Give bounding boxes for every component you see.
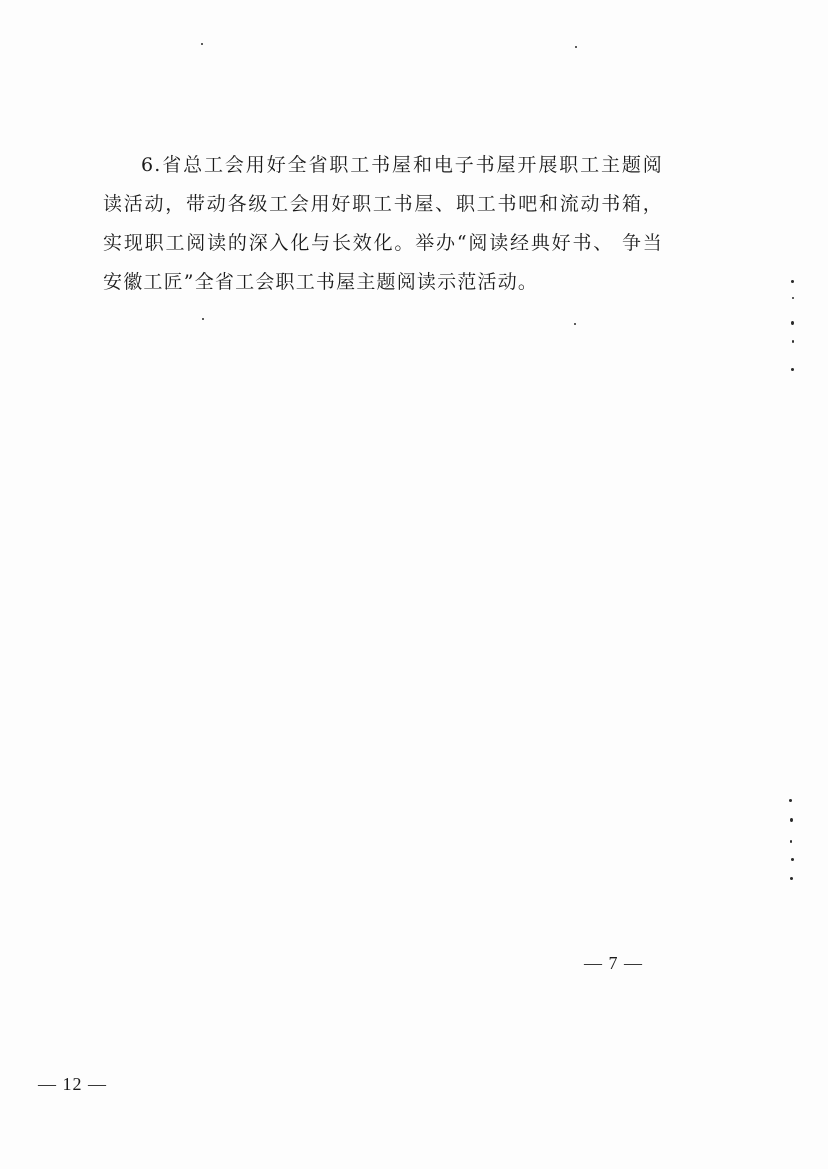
- scan-speck: [791, 321, 794, 325]
- scan-speck: [790, 877, 793, 880]
- scan-speck: [791, 280, 794, 283]
- scan-speck: [792, 340, 794, 343]
- page-number-inner: — 7 —: [584, 953, 643, 973]
- scan-speck: [790, 818, 793, 822]
- page-number-outer: — 12 —: [38, 1074, 107, 1094]
- scan-speck: [792, 297, 794, 299]
- document-body: [103, 146, 663, 302]
- scan-speck: [791, 368, 794, 371]
- scan-speck: [575, 46, 577, 48]
- scan-speck: [789, 799, 792, 802]
- scan-speck: [790, 840, 792, 843]
- scan-speck: [791, 858, 794, 861]
- paragraph-item-6: 6.省总工会用好全省职工书屋和电子书屋开展职工主题阅读活动，带动各级工会用好职工书屋、职工书吧和流动书箱，实现职工阅读的深入化与长效化。举办“阅读经典好书、 争当安徽工匠”全省工会职工书屋主题阅读示范活动。: [103, 154, 663, 293]
- scan-speck: [201, 43, 203, 45]
- scan-speck: [574, 323, 576, 325]
- scan-speck: [202, 318, 204, 320]
